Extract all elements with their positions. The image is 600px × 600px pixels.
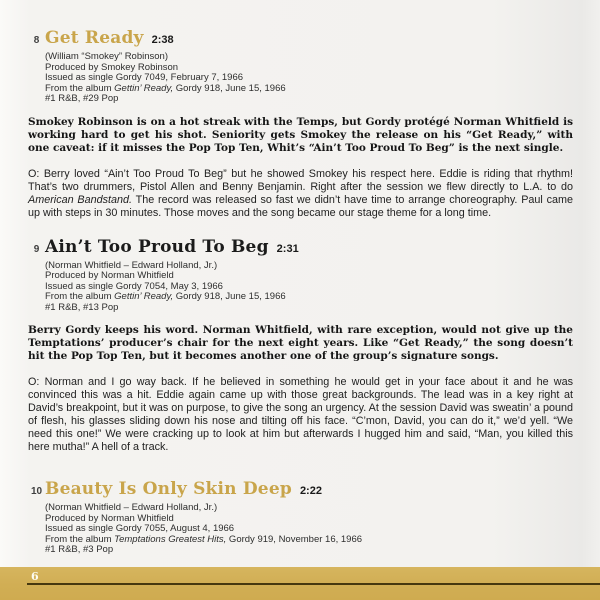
track-entry-10 (28, 479, 573, 556)
credit-producer: Produced by Norman Whitfield (45, 512, 174, 524)
credit-album-title: Gettin’ Ready, (114, 82, 174, 94)
track-title: Beauty Is Only Skin Deep (45, 479, 292, 499)
track-entry-9 (28, 237, 573, 314)
credit-album-suffix: Gordy 919, November 16, 1966 (226, 533, 363, 545)
footer-rule (27, 583, 600, 585)
credit-single: Issued as single Gordy 7055, August 4, 1966 (45, 523, 235, 534)
otis8-italic-title: American Bandstand. (28, 193, 133, 206)
track-duration: 2:38 (151, 34, 174, 46)
track-number: 8 (33, 35, 40, 46)
track-number: 10 (30, 486, 43, 497)
editor-note-8: Smokey Robinson is on a hot streak with the Temps, but Gordy protégé Norman Whitfield is working hard to get his shot. Seniority gets Smokey the release on his “Get Ready,” with one caveat: if it misses the Pop Top Ten, Whit’s “Ain’t Too Proud To Beg” is the next single. (28, 115, 573, 154)
credit-album (45, 292, 573, 303)
credit-album-title: Temptations Greatest Hits, (114, 533, 227, 545)
credit-writer: (Norman Whitfield – Edward Holland, Jr.) (45, 502, 218, 513)
track-title: Get Ready (45, 28, 144, 48)
credit-album (45, 84, 573, 95)
credit-album-title: Gettin’ Ready, (114, 291, 174, 302)
credit-producer: Produced by Norman Whitfield (45, 270, 174, 281)
track-entry-8 (28, 28, 573, 105)
otis-commentary-8 (28, 168, 573, 220)
credit-single: Issued as single Gordy 7054, May 3, 1966 (45, 280, 223, 292)
credit-album-prefix: From the album (45, 533, 115, 545)
otis8-text: O: Berry loved “Ain’t Too Proud To Beg” but he showed Smokey his respect here. Eddie is riding that rhythm! That’s two drummers, Pistol Allen and Benny Benjamin. Right after the session we flew directly to L.A. to do (28, 167, 573, 193)
track-credits (45, 52, 573, 105)
credit-album-prefix: From the album (45, 291, 115, 302)
track-title: Ain’t Too Proud To Beg (45, 236, 269, 257)
track-number: 9 (33, 243, 40, 255)
editor-note-9: Berry Gordy keeps his word. Norman Whitfield, with rare exception, would not give up the Temptations’ producer’s chair for the next eight years. Like “Get Ready,” the song doesn’t hit the Pop Top Ten, but it becomes another one of the group’s signature songs. (28, 324, 573, 362)
page-footer-bar (0, 567, 600, 600)
track-credits (45, 503, 573, 556)
credit-album-prefix: From the album (45, 82, 115, 94)
track-header (28, 237, 573, 257)
credit-album (45, 535, 573, 546)
credit-chart: #1 R&B, #29 Pop (45, 93, 119, 104)
track-header (28, 479, 573, 499)
track-duration: 2:31 (276, 242, 299, 255)
otis8-text-cont: The record was released so fast we didn’t have time to arrange choreography. Paul came up with steps in 30 minutes. Those moves and the song became our stage theme for a long time. (28, 193, 573, 219)
track-duration: 2:22 (299, 485, 322, 497)
credit-single: Issued as single Gordy 7049, February 7, 1966 (45, 72, 244, 83)
credit-producer: Produced by Smokey Robinson (45, 61, 179, 73)
credit-writer: (William “Smokey” Robinson) (45, 51, 168, 62)
page-number: 6 (31, 570, 39, 583)
otis-commentary-9: O: Norman and I go way back. If he believed in something he would get in your face about it and he was convinced this was a hit. Eddie again came up with those great backgrounds. The lead was in a key right at David’s breakpoint, but it was on purpose, to give the song an urgency. At the session David was sweatin’ a pound of flesh, his glasses sliding down his nose and tilting off his face. “C’mon, David, you can do it,” we’d yell. “We need this one!” We were cracking up to look at him but afterwards I hugged him and said, “Man, you killed this here mutha!” A hell of a track. (28, 376, 573, 453)
credit-album-suffix: Gordy 918, June 15, 1966 (173, 291, 286, 302)
credit-chart: #1 R&B, #13 Pop (45, 301, 119, 313)
credit-writer: (Norman Whitfield – Edward Holland, Jr.) (45, 259, 218, 271)
credit-album-suffix: Gordy 918, June 15, 1966 (173, 82, 286, 94)
track-credits (45, 261, 573, 314)
track-header (28, 28, 573, 48)
credit-chart: #1 R&B, #3 Pop (45, 544, 114, 555)
